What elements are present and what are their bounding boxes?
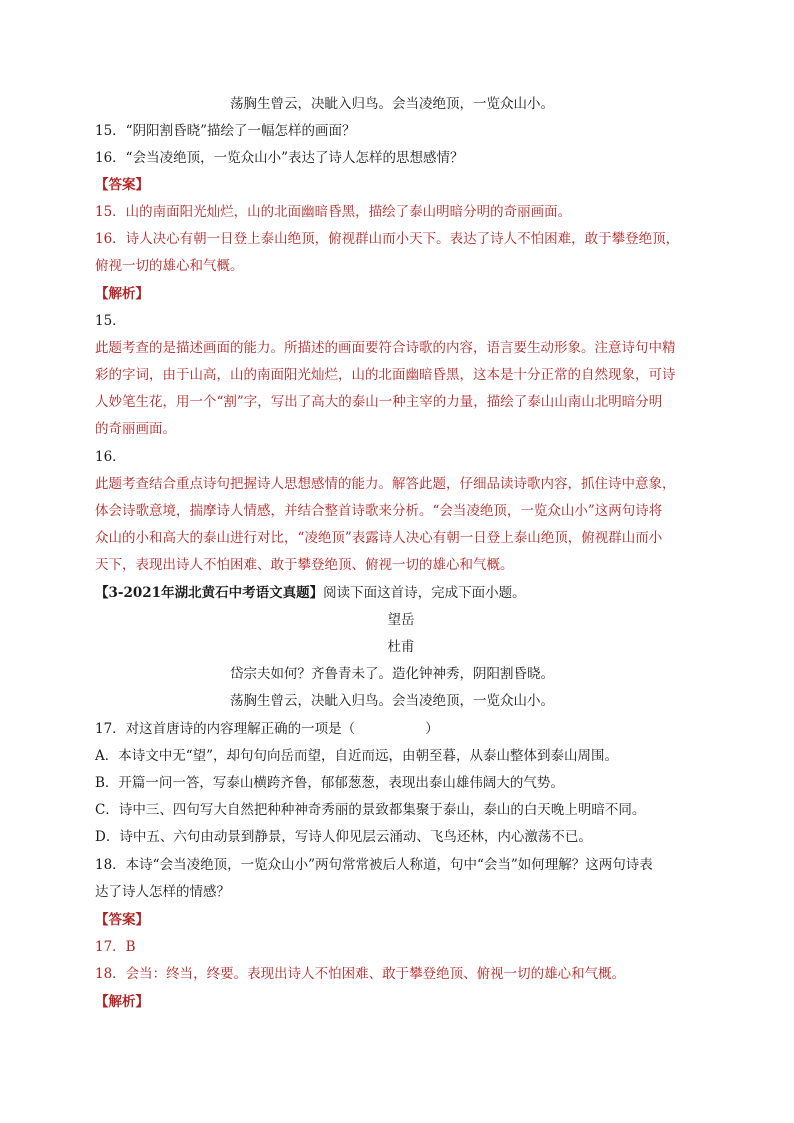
answer-heading: 【答案】 xyxy=(95,177,149,193)
poem-line: 荡胸生曾云，决眦入归鸟。会当凌绝顶，一览众山小。 xyxy=(230,693,554,709)
question-17-stem: 17．对这首唐诗的内容理解正确的一项是（ xyxy=(95,721,356,737)
question-17-close: ） xyxy=(425,721,439,737)
option-d: D．诗中五、六句由动景到静景，写诗人仰见层云涌动、飞鸟还林，内心激荡不已。 xyxy=(95,829,592,845)
analysis-heading: 【解析】 xyxy=(95,286,149,302)
section-tag: 【3-2021年湖北黄石中考语文真题】 xyxy=(95,585,324,601)
option-b: B．开篇一问一答，写泰山横跨齐鲁，郁郁葱葱，表现出泰山雄伟阔大的气势。 xyxy=(95,775,564,791)
answer-17: 17．B xyxy=(95,939,136,955)
analysis-15-number: 15． xyxy=(95,313,126,329)
question-15: 15．“阴阳割昏晓”描绘了一幅怎样的画面？ xyxy=(95,123,356,139)
section-header xyxy=(95,583,707,603)
poem-author: 杜甫 xyxy=(387,639,415,655)
question-16: 16．“会当凌绝顶，一览众山小”表达了诗人怎样的思想感情？ xyxy=(95,150,464,166)
poem-line: 荡胸生曾云，决眦入归鸟。会当凌绝顶，一览众山小。 xyxy=(230,96,554,112)
analysis-15-line2: 彩的字词，由于山高，山的南面阳光灿烂，山的北面幽暗昏黑，这本是十分正常的自然现象，可诗 xyxy=(95,367,676,383)
analysis-15-line3: 人妙笔生花，用一个“割”字，写出了高大的泰山一种主宰的力量，描绘了泰山山南山北明暗分明 xyxy=(95,394,663,410)
answer-15: 15．山的南面阳光灿烂，山的北面幽暗昏黑，描绘了泰山明暗分明的奇丽画面。 xyxy=(95,204,572,220)
answer-16-line1: 16．诗人决心有朝一日登上泰山绝顶，俯视群山而小天下。表达了诗人不怕困难，敢于攀登绝顶， xyxy=(95,231,680,247)
question-17 xyxy=(95,719,707,739)
answer-18: 18．会当：终当，终要。表现出诗人不怕困难、敢于攀登绝顶、俯视一切的雄心和气概。 xyxy=(95,966,626,982)
poem-title: 望岳 xyxy=(387,612,415,628)
poem-line: 岱宗夫如何？齐鲁青未了。造化钟神秀，阴阳割昏晓。 xyxy=(230,666,554,682)
analysis-16-line4: 天下，表现出诗人不怕困难、敢于攀登绝顶、俯视一切的雄心和气概。 xyxy=(95,557,514,573)
analysis-15-line1: 此题考查的是描述画面的能力。所描述的画面要符合诗歌的内容，语言要生动形象。注意诗句中精 xyxy=(95,340,676,356)
option-c: C．诗中三、四句写大自然把种种神奇秀丽的景致都集聚于泰山，泰山的白天晚上明暗不同。 xyxy=(95,802,646,818)
analysis-heading: 【解析】 xyxy=(95,994,149,1010)
analysis-16-number: 16． xyxy=(95,449,126,465)
answer-heading: 【答案】 xyxy=(95,912,149,928)
question-18-line1: 18．本诗“会当凌绝顶，一览众山小”两句常常被后人称道，句中“会当”如何理解？这两句诗表 xyxy=(95,857,653,873)
analysis-16-line3: 众山的小和高大的泰山进行对比，“凌绝顶”表露诗人决心有朝一日登上泰山绝顶，俯视群山而小 xyxy=(95,530,663,546)
section-instruction: 阅读下面这首诗，完成下面小题。 xyxy=(323,585,526,601)
analysis-15-line4: 的奇丽画面。 xyxy=(95,421,176,437)
analysis-16-line1: 此题考查结合重点诗句把握诗人思想感情的能力。解答此题，仔细品读诗歌内容，抓住诗中意象， xyxy=(95,476,676,492)
option-a: A．本诗文中无“望”，却句句向岳而望，自近而远，由朝至暮，从泰山整体到泰山周围。 xyxy=(95,748,619,764)
analysis-16-line2: 体会诗歌意境，揣摩诗人情感，并结合整首诗歌来分析。“会当凌绝顶，一览众山小”这两句诗将 xyxy=(95,503,663,519)
answer-16-line2: 俯视一切的雄心和气概。 xyxy=(95,258,244,274)
question-18-line2: 达了诗人怎样的情感？ xyxy=(95,884,230,900)
